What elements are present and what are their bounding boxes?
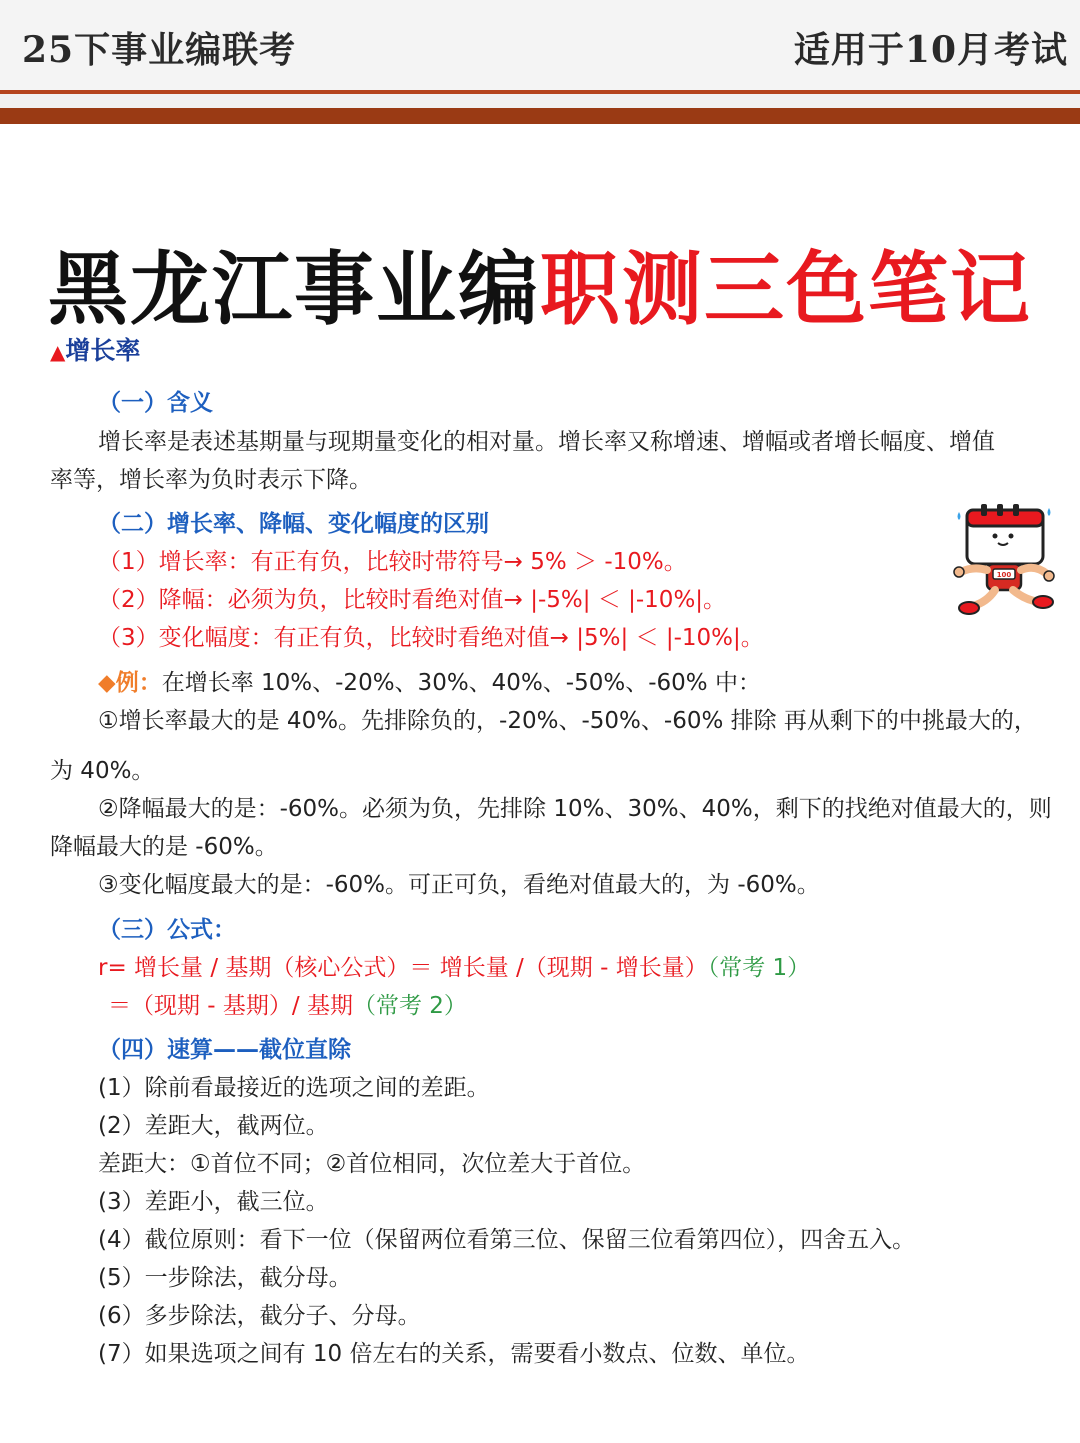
page-title-black: 黑龙江事业编 <box>48 243 540 336</box>
formula-line-1 <box>98 953 810 983</box>
quick-item-1: (1）除前看最接近的选项之间的差距。 <box>98 1075 490 1101</box>
quick-item-6: (5）一步除法，截分母。 <box>98 1265 352 1291</box>
page-title-red: 职测三色笔记 <box>540 243 1032 336</box>
formula-line-2 <box>108 991 467 1021</box>
quick-item-4: (3）差距小，截三位。 <box>98 1189 329 1215</box>
example-intro-text: 在增长率 10%、-20%、30%、40%、-50%、-60% 中： <box>161 670 761 696</box>
formula-line-2-note: （常考 2） <box>352 993 467 1019</box>
section-title <box>50 336 140 367</box>
difference-heading: （二）增长率、降幅、变化幅度的区别 <box>98 511 489 537</box>
difference-item-1: （1）增长率：有正有负，比较时带符号→ 5% ＞ -10%。 <box>98 549 687 575</box>
header-left-title: 25下事业编联考 <box>22 29 297 71</box>
difference-item-3: （3）变化幅度：有正有负，比较时看绝对值→ |5%| ＜ |-10%|。 <box>98 625 764 651</box>
formula-line-1-note: （常考 1） <box>707 955 811 981</box>
example-label: ◆例： <box>98 670 162 696</box>
triangle-icon: ▲ <box>50 340 66 364</box>
calendar-runner-mascot-icon <box>945 498 1070 623</box>
quick-item-7: (6）多步除法，截分子、分母。 <box>98 1303 421 1329</box>
example-line-1: ①增长率最大的是 40%。先排除负的，-20%、-50%、-60% 排除 再从剩下的中挑最大的， <box>98 708 1037 734</box>
formula-heading: （三）公式： <box>98 917 236 943</box>
header-right-title: 适用于10月考试 <box>793 29 1068 71</box>
example-intro <box>98 668 761 698</box>
meaning-text-1: 增长率是表述基期量与现期量变化的相对量。增长率又称增速、增幅或者增长幅度、增值 <box>98 429 995 455</box>
example-line-4: 降幅最大的是 -60%。 <box>50 834 278 860</box>
example-line-3: ②降幅最大的是：-60%。必须为负，先排除 10%、30%、40%，剩下的找绝对值最大的，则 <box>98 796 1052 822</box>
quick-item-2: (2）差距大，截两位。 <box>98 1113 329 1139</box>
page-title <box>0 225 1080 340</box>
quick-item-8: (7）如果选项之间有 10 倍左右的关系，需要看小数点、位数、单位。 <box>98 1341 810 1367</box>
section-title-text: 增长率 <box>65 336 141 365</box>
mascot-badge: 100 <box>996 571 1012 579</box>
example-line-5: ③变化幅度最大的是：-60%。可正可负，看绝对值最大的，为 -60%。 <box>98 872 820 898</box>
header-bar <box>0 0 1080 90</box>
header-divider-gap <box>0 94 1080 108</box>
quick-item-5: (4）截位原则：看下一位（保留两位看第三位、保留三位看第四位），四舍五入。 <box>98 1227 916 1253</box>
quick-item-3: 差距大：①首位不同；②首位相同，次位差大于首位。 <box>98 1151 646 1177</box>
quick-heading: （四）速算——截位直除 <box>98 1037 351 1063</box>
example-line-2: 为 40%。 <box>50 758 155 784</box>
difference-item-2: （2）降幅：必须为负，比较时看绝对值→ |-5%| ＜ |-10%|。 <box>98 587 727 613</box>
meaning-text-2: 率等，增长率为负时表示下降。 <box>50 467 372 493</box>
meaning-heading: （一）含义 <box>98 390 213 416</box>
header-divider-thick <box>0 108 1080 124</box>
formula-line-1-main: r= 增长量 / 基期（核心公式）＝ 增长量 /（现期 - 增长量） <box>98 955 708 981</box>
formula-line-2-main: ＝（现期 - 基期）/ 基期 <box>108 993 353 1019</box>
